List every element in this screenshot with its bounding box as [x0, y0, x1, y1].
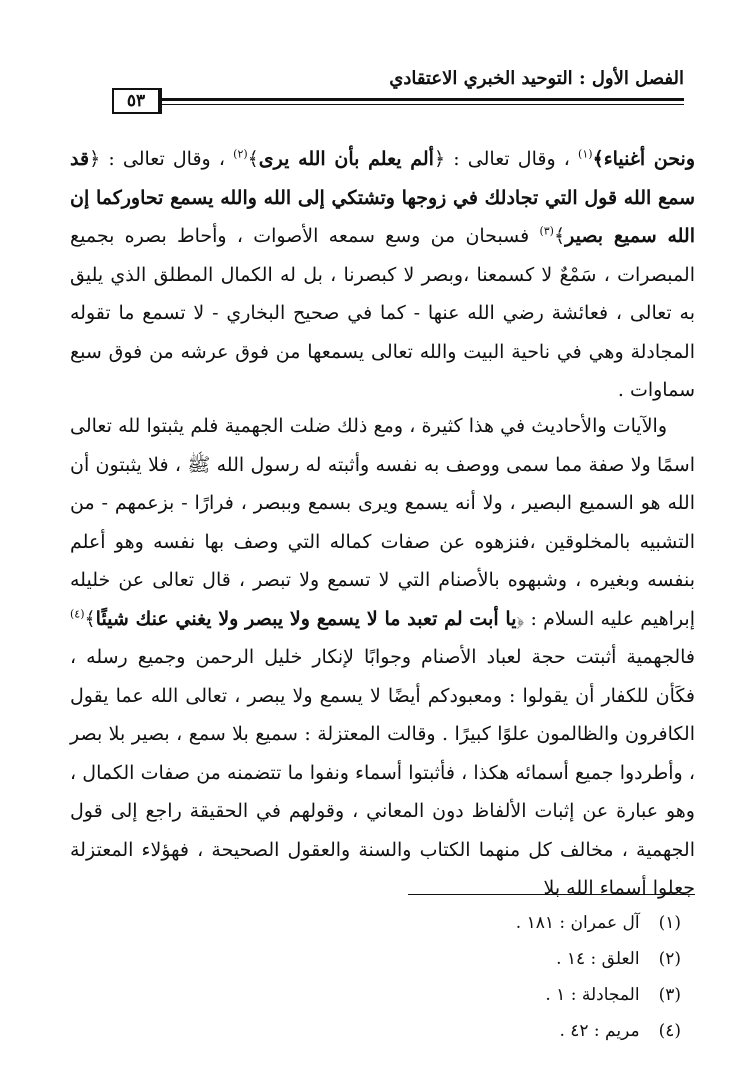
verse-quote-4: يا أبت لم تعبد ما لا يسمع ولا يبصر ولا يغني عنك شيئًا [95, 607, 517, 630]
text-run: ، وقال تعالى : ﴿ [89, 148, 225, 170]
footnote-ref-3: (٣) [539, 224, 554, 238]
paragraph-1 [70, 140, 695, 410]
verse-quote-3: قد سمع الله قول التي تجادلك في زوجها وتشتكي إلى الله والله يسمع تحاوركما إن الله سميع بصير [70, 148, 695, 247]
footnote-number: (٣) [658, 985, 681, 1005]
footnote-number: (٢) [658, 949, 681, 969]
footnotes [381, 905, 681, 1049]
running-header [112, 68, 684, 120]
text-run: ﴾ [553, 225, 566, 247]
verse-end-fragment: ونحن أغنياء﴾ [592, 148, 696, 170]
footnote-ref-2: (٢) [233, 147, 248, 161]
footnote-item [381, 941, 681, 977]
footnote-text: المجادلة : ١ . [545, 985, 640, 1005]
text-run: فسبحان من وسع سمعه الأصوات ، وأحاط بصره بجميع المبصرات ، سَمْعٌ لا كسمعنا ،وبصر لا كبصرنا ، بل له الكمال المطلق الذي يليق به تعالى ، فعائشة رضي الله عنها - كما في صحيح البخاري - لا تسمع ما تقوله المجادلة وهي في ناحية البيت والله تعالى يسمعها من فوق عرشه من فوق سبع سماوات . [70, 225, 695, 401]
footnote-separator [408, 894, 695, 895]
paragraph-2 [70, 407, 695, 908]
footnote-item [381, 1013, 681, 1049]
footnote-text: مريم : ٤٢ . [559, 1021, 640, 1041]
footnote-ref-4: (٤) [70, 607, 85, 621]
footnote-ref-1: (١) [578, 147, 593, 161]
header-rule-thin [162, 104, 684, 105]
footnote-text: آل عمران : ١٨١ . [515, 913, 640, 933]
text-run: والآيات والأحاديث في هذا كثيرة ، ومع ذلك ضلت الجهمية فلم يثبتوا لله تعالى اسمًا ولا صفة مما سمى ووصف به نفسه وأثبته له رسول الله ﷺ ، فلا يثبتون أن الله هو السميع البصير ، ولا أنه يسمع ويرى بسمع وببصر ، فرارًا - بزعمهم - من التشبيه بالمخلوقين ،فنزهوه عن صفات كماله التي وصف بها نفسه وهو أعلم بنفسه وبغيره ، وشبهوه بالأصنام التي لا تسمع ولا تبصر ، قال تعالى عن خليله إبراهيم عليه السلام : ﴿ [70, 415, 695, 630]
text-run: ﴾ [247, 148, 259, 170]
footnote-item [381, 905, 681, 941]
footnote-text: العلق : ١٤ . [556, 949, 640, 969]
header-rule-thick [162, 98, 684, 101]
text-run: ﴾ [84, 607, 96, 630]
chapter-title: الفصل الأول : التوحيد الخبري الاعتقادي [389, 68, 684, 89]
page-number: ٥٣ [112, 88, 162, 114]
footnote-number: (١) [658, 913, 681, 933]
verse-quote-2: ألم يعلم بأن الله يرى [258, 148, 434, 170]
footnote-item [381, 977, 681, 1013]
text-run: ، وقال تعالى : ﴿ [433, 148, 570, 170]
text-run: فالجهمية أثبتت حجة لعباد الأصنام وجوابًا لإنكار خليل الرحمن وجميع رسله ، فكَأن للكفار أن يقولوا : ومعبودكم أيضًا لا يسمع ولا يبصر ، تعالى الله عما يقول الكافرون والظالمون علوًا كبيرًا . وقالت المعتزلة : سميع بلا سمع ، بصير بلا بصر ، وأطردوا جميع أسمائه هكذا ، فأثبتوا أسماء ونفوا ما تتضمنه من صفات الكمال ، وهو عبارة عن إثبات الألفاظ دون المعاني ، وقولهم في الحقيقة راجع إلى قول الجهمية ، مخالف كل منهما الكتاب والسنة والعقول الصحيحة ، فهؤلاء المعتزلة جعلوا أسماء الله بلا [70, 646, 695, 899]
footnote-number: (٤) [658, 1021, 681, 1041]
